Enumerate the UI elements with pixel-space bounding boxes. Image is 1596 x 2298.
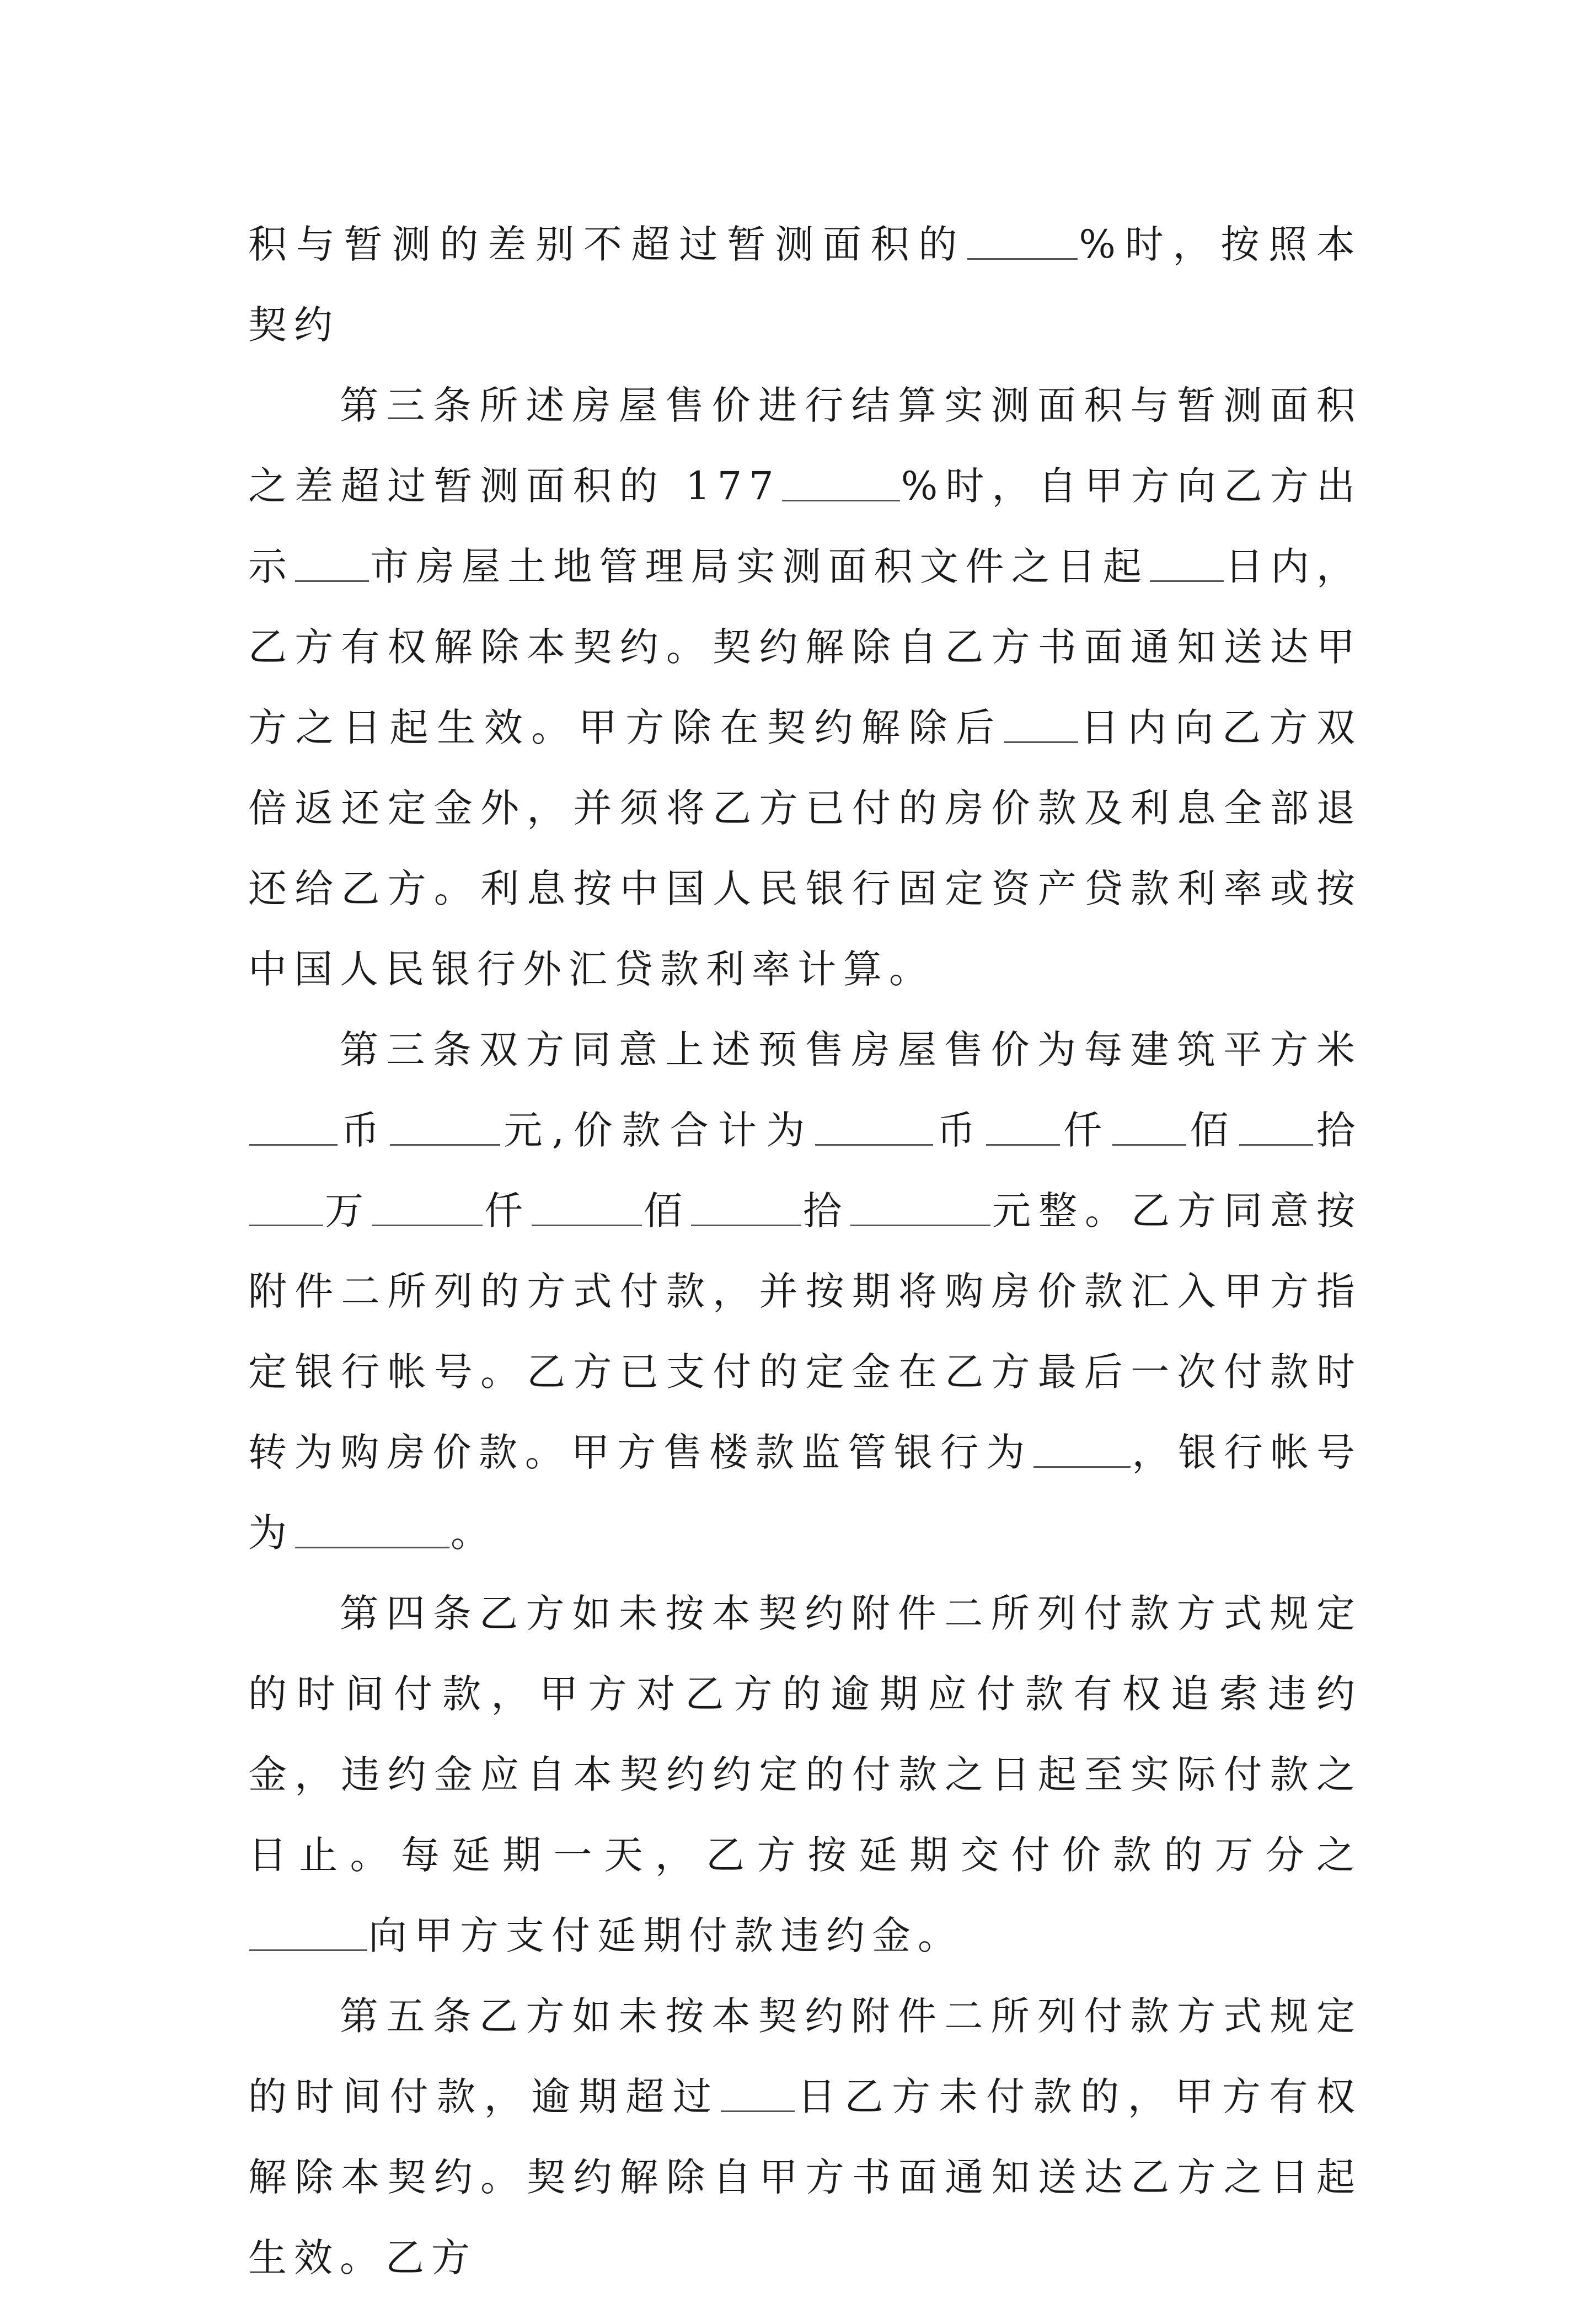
fill-in-blank[interactable] [850,1190,990,1226]
fill-in-blank[interactable] [1004,707,1078,743]
fill-in-blank[interactable] [782,465,900,501]
paragraph-price [248,1009,1362,1573]
text-segment: 元,价款合计为 [501,1108,815,1153]
fill-in-blank[interactable] [249,1915,367,1951]
text-segment: 日乙方未付款的，甲方有权解除本契约。契约解除自甲方书面通知送达乙方之日起生效。乙方 [248,2074,1363,2280]
text-segment: 仟 [484,1188,531,1233]
paragraph-continuation [248,204,1362,365]
fill-in-blank[interactable] [721,2076,795,2112]
text-segment: 佰 [643,1188,690,1233]
fill-in-blank[interactable] [372,1190,483,1226]
text-segment: 第五条乙方如未按本契约附件二所列付款方式规定的时间付款，逾期超过 [248,1994,1362,2119]
text-segment: 市房屋土地管理局实测面积文件之日起 [370,544,1149,589]
text-segment: %时，自甲方向乙方出示 [248,463,1363,589]
contract-body [248,204,1362,2298]
text-segment: 拾 [802,1188,849,1233]
text-segment: 仟 [1061,1108,1112,1153]
text-segment: 日内向乙方双倍返还定金外，并须将乙方已付的房价款及利息全部退还给乙方。利息按中国人民银行固定资产贷款利率或按中国人民银行外汇贷款利率计算。 [248,705,1363,992]
text-segment: 第三条双方同意上述预售房屋售价为每建筑平方米 [340,1027,1362,1072]
text-segment: 元整。乙方同意按附件二所列的方式付款，并按期将购房价款汇入甲方指定银行帐号。乙方已支付的定金在乙方最后一次付款时转为购房价款。甲方售楼款监管银行为 [248,1188,1362,1475]
fill-in-blank[interactable] [1112,1109,1186,1146]
fill-in-blank[interactable] [295,546,369,582]
text-segment: 积与暂测的差别不超过暂测面积的 [248,222,967,267]
fill-in-blank[interactable] [295,1512,449,1548]
text-segment: 币 [339,1108,389,1153]
fill-in-blank[interactable] [1033,1431,1131,1468]
fill-in-blank[interactable] [249,1190,323,1226]
paragraph-termination [248,1976,1362,2298]
text-segment: 向甲方支付延期付款违约金。 [368,1913,963,1958]
text-segment: %时，按照本契约 [248,222,1363,348]
text-segment: 。 [451,1510,496,1556]
fill-in-blank[interactable] [532,1190,642,1226]
fill-in-blank[interactable] [249,1109,338,1146]
fill-in-blank[interactable] [986,1109,1060,1146]
text-segment: 万 [324,1188,371,1233]
text-segment: 拾 [1314,1108,1363,1153]
text-segment: 日内，乙方有权解除本契约。契约解除自乙方书面通知送达甲方之日起生效。甲方除在契约解除后 [248,544,1363,750]
text-segment: ，银行帐号为 [248,1430,1363,1556]
text-segment: 币 [934,1108,985,1153]
text-segment: 第三条所述房屋售价进行结算实测面积与暂测面积之差超过暂测面积的 177 [248,383,1362,509]
paragraph-late-payment-penalty [248,1573,1362,1976]
fill-in-blank[interactable] [1239,1109,1313,1146]
text-segment: 第四条乙方如未按本契约附件二所列付款方式规定的时间付款，甲方对乙方的逾期应付款有权追索违约金，违约金应自本契约约定的付款之日起至实际付款之日止。每延期一天，乙方按延期交付价款的万分之 [248,1591,1362,1878]
fill-in-blank[interactable] [390,1109,500,1146]
fill-in-blank[interactable] [691,1190,801,1226]
paragraph-area-difference [248,365,1362,1009]
fill-in-blank[interactable] [967,223,1078,260]
text-segment: 佰 [1187,1108,1238,1153]
fill-in-blank[interactable] [1150,546,1224,582]
fill-in-blank[interactable] [815,1109,933,1146]
